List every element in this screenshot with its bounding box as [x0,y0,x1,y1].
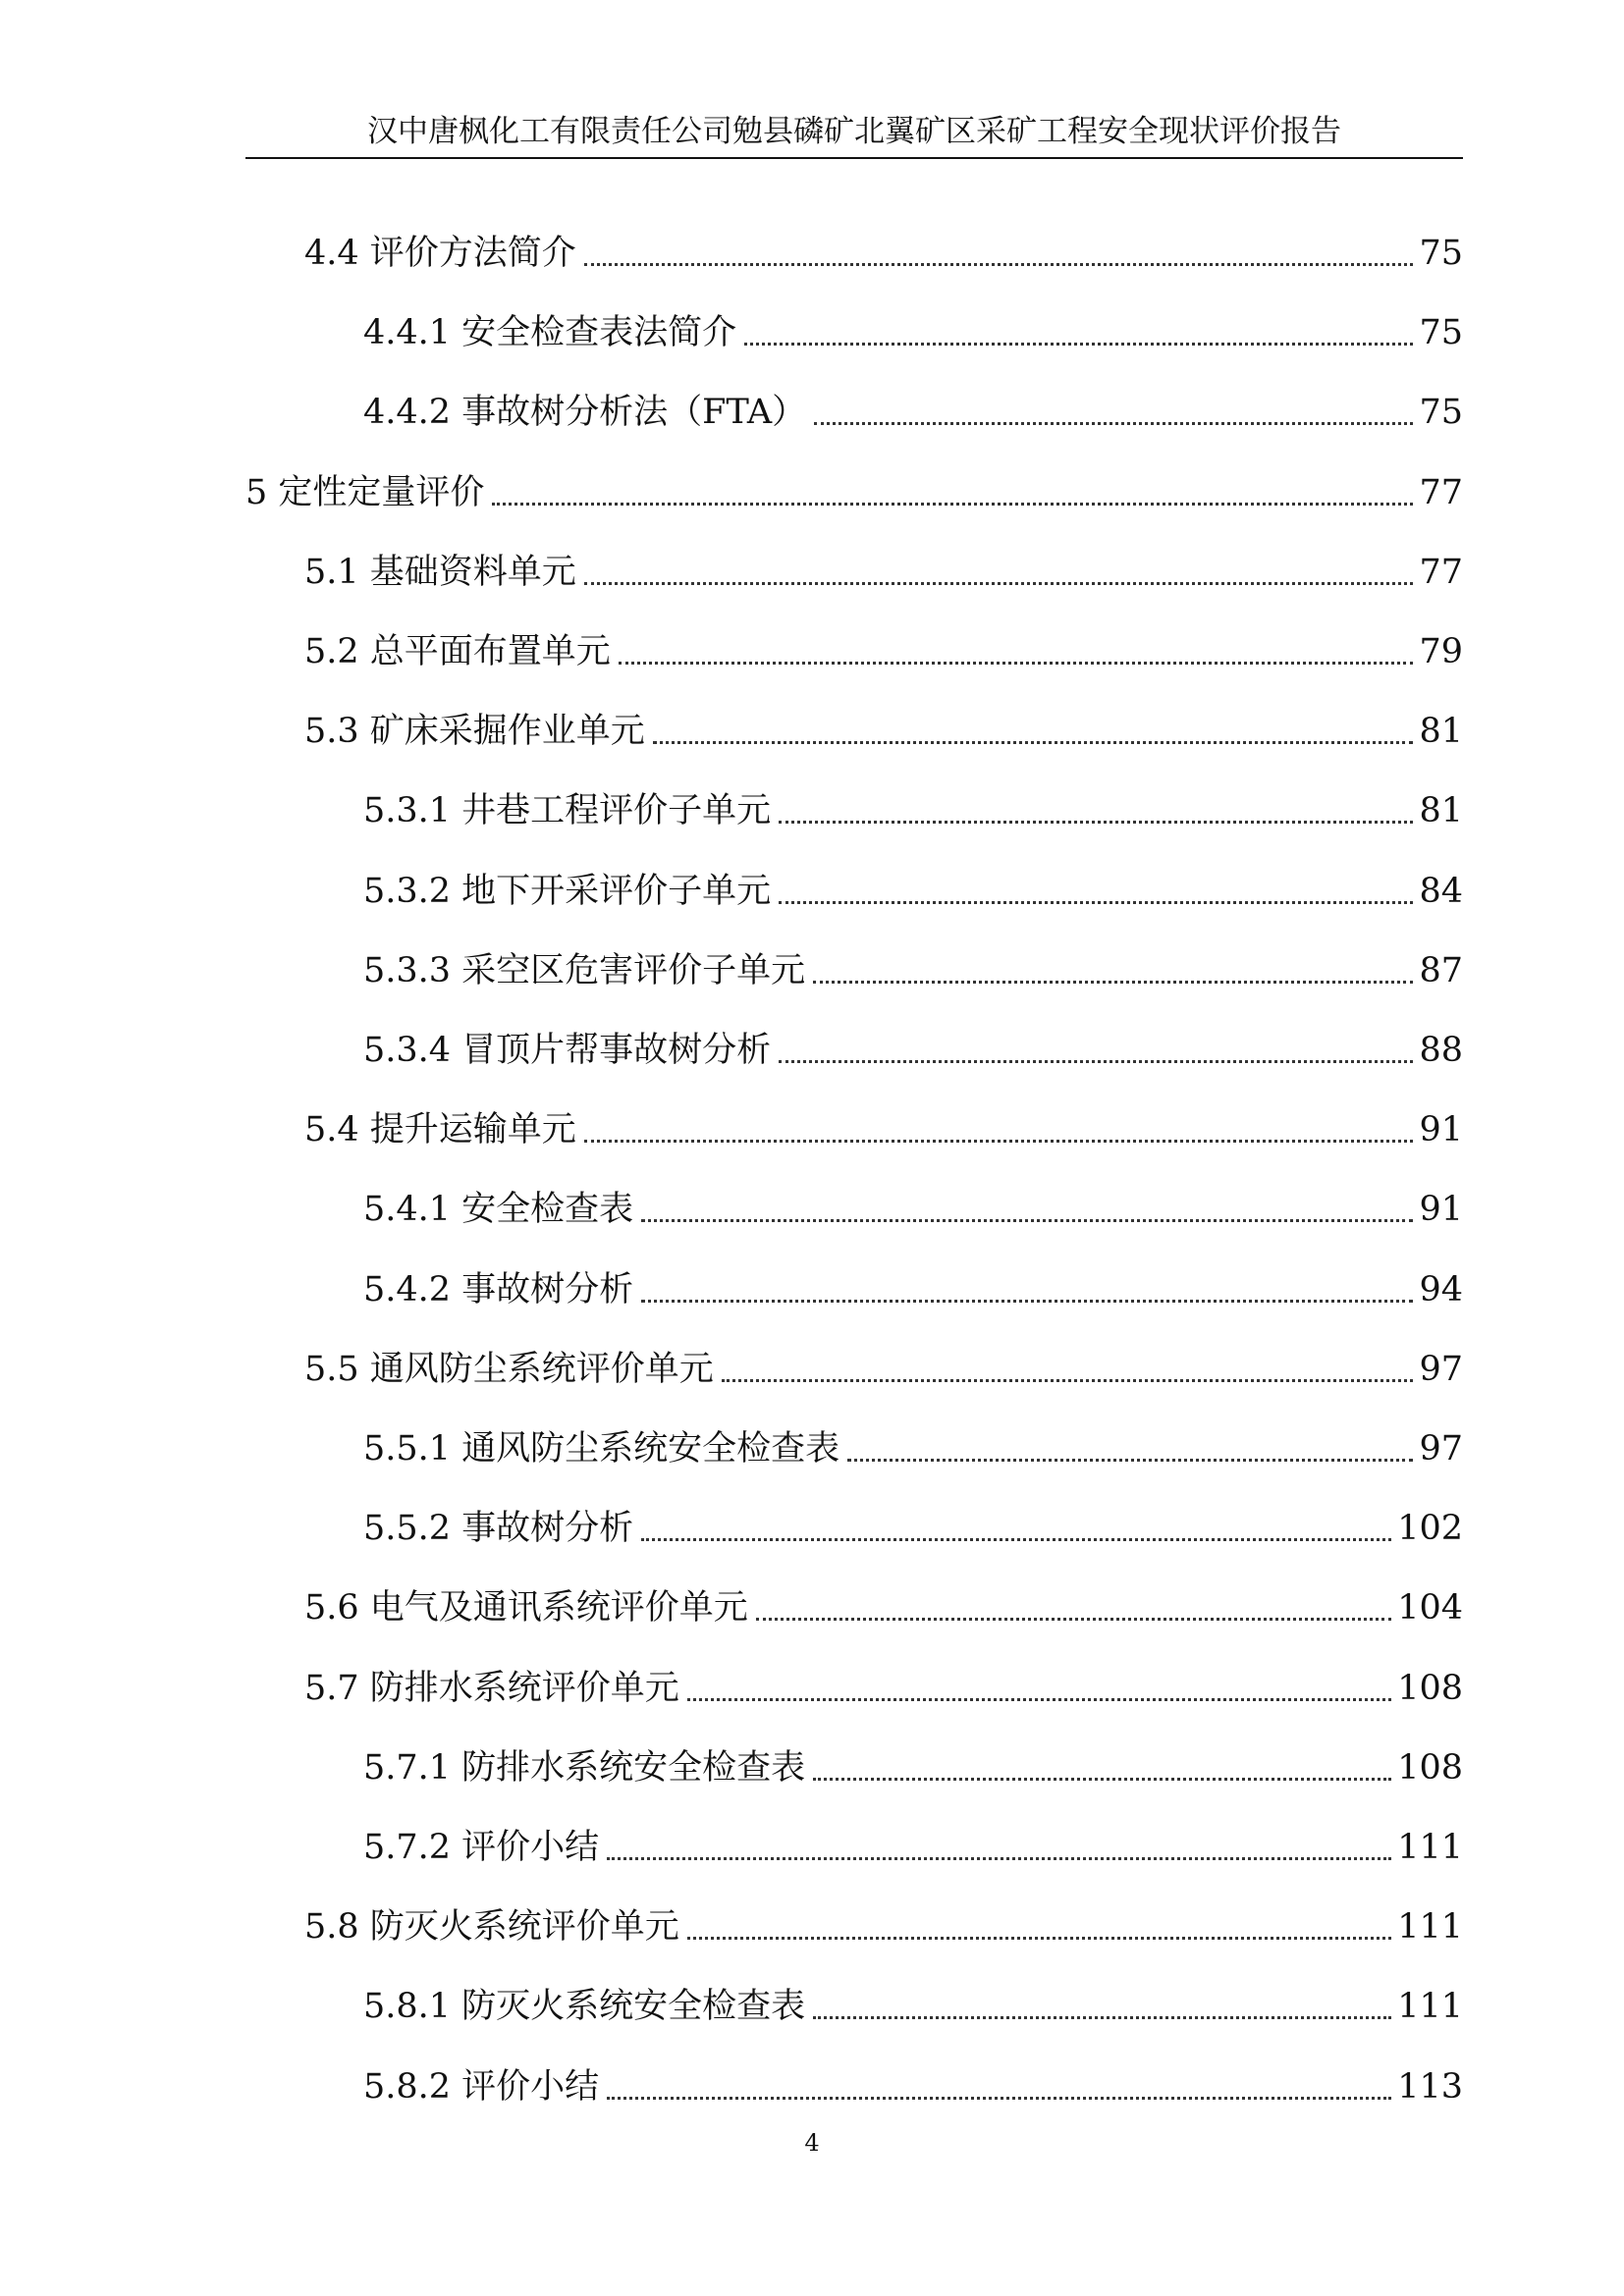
toc-entry[interactable] [363,1023,1463,1072]
toc-dot-leader [607,1857,1391,1860]
toc-entry[interactable] [363,1501,1463,1550]
toc-entry-title: 4.4.1 安全检查表法简介 [363,313,737,353]
toc-entry[interactable] [363,783,1463,832]
toc-entry[interactable] [363,1820,1463,1869]
toc-entry[interactable] [304,624,1463,673]
toc-entry-title: 5.5.2 事故树分析 [363,1509,634,1549]
toc-entry-title: 5.3.4 冒顶片帮事故树分析 [363,1031,772,1070]
toc-entry-page: 75 [1419,393,1463,433]
toc-entry[interactable] [363,1182,1463,1231]
toc-entry-page: 94 [1419,1269,1463,1309]
toc-dot-leader [813,981,1413,984]
toc-dot-leader [584,582,1414,585]
toc-entry-page: 84 [1419,871,1463,911]
toc-entry-page: 104 [1397,1588,1463,1629]
toc-entry[interactable] [304,704,1463,753]
toc-dot-leader [584,1140,1414,1143]
toc-entry[interactable] [363,2059,1463,2109]
toc-dot-leader [687,1937,1391,1940]
toc-entry-title: 4.4.2 事故树分析法（FTA） [363,393,807,433]
toc-entry-title: 5.3.2 地下开采评价子单元 [363,871,772,911]
toc-dot-leader [653,741,1414,744]
toc-entry-title: 5.4.2 事故树分析 [363,1269,634,1309]
toc-dot-leader [641,1219,1413,1222]
toc-entry[interactable] [363,305,1463,354]
page-number: 4 [804,2129,820,2157]
toc-entry-page: 97 [1419,1429,1463,1468]
toc-dot-leader [687,1698,1391,1701]
toc-dot-leader [814,422,1413,425]
toc-entry-title: 5.3 矿床采掘作业单元 [304,712,645,752]
toc-dot-leader [779,901,1413,904]
toc-entry[interactable] [363,385,1463,434]
toc-entry[interactable] [304,226,1463,275]
toc-entry[interactable] [363,864,1463,913]
toc-entry-title: 5.5.1 通风防尘系统安全检查表 [363,1429,840,1468]
toc-entry-title: 5.1 基础资料单元 [304,552,576,592]
toc-dot-leader [641,1538,1391,1541]
toc-dot-leader [779,1060,1413,1063]
toc-entry-title: 5.3.1 井巷工程评价子单元 [363,791,772,831]
toc-entry-page: 91 [1419,1110,1463,1150]
toc-entry-title: 5.8 防灭火系统评价单元 [304,1907,679,1948]
toc-entry[interactable] [304,1342,1463,1391]
toc-entry-page: 75 [1419,313,1463,353]
toc-dot-leader [722,1379,1414,1382]
toc-entry-title: 5.4.1 安全检查表 [363,1190,634,1230]
toc-entry-title: 5 定性定量评价 [245,472,485,512]
toc-entry[interactable] [304,1661,1463,1710]
toc-entry-page: 91 [1419,1190,1463,1230]
toc-entry-page: 108 [1397,1747,1463,1788]
toc-entry[interactable] [363,1262,1463,1311]
toc-entry[interactable] [363,1979,1463,2028]
toc-entry-title: 5.2 总平面布置单元 [304,632,611,671]
toc-dot-leader [813,1778,1391,1781]
toc-entry[interactable] [363,1421,1463,1470]
toc-entry-page: 111 [1397,1987,1463,2027]
toc-entry-title: 5.6 电气及通讯系统评价单元 [304,1588,748,1629]
toc-entry-page: 88 [1419,1031,1463,1070]
toc-dot-leader [607,2097,1391,2100]
toc-entry-page: 108 [1397,1668,1463,1708]
toc-entry-title: 5.8.2 评价小结 [363,2066,600,2107]
toc-entry[interactable] [304,1580,1463,1629]
toc-entry[interactable] [304,545,1463,594]
toc-entry-title: 4.4 评价方法简介 [304,234,576,273]
toc-dot-leader [847,1459,1413,1462]
toc-entry[interactable] [304,1102,1463,1151]
toc-entry-page: 79 [1419,632,1463,671]
toc-entry-page: 77 [1419,472,1463,512]
running-header: 汉中唐枫化工有限责任公司勉县磷矿北翼矿区采矿工程安全现状评价报告 [367,114,1341,149]
toc-dot-leader [584,263,1414,266]
toc-entry[interactable] [363,943,1463,992]
toc-dot-leader [641,1300,1413,1303]
toc-entry-title: 5.7.2 评价小结 [363,1828,600,1867]
toc-entry[interactable] [304,1899,1463,1949]
toc-entry-page: 75 [1419,234,1463,273]
toc-dot-leader [756,1618,1391,1621]
toc-entry-page: 111 [1397,1907,1463,1948]
toc-entry-title: 5.5 通风防尘系统评价单元 [304,1349,714,1389]
toc-entry-title: 5.7.1 防排水系统安全检查表 [363,1747,806,1788]
toc-entry-page: 102 [1397,1509,1463,1549]
toc-entry-title: 5.3.3 采空区危害评价子单元 [363,950,806,990]
toc-entry[interactable] [245,465,1463,514]
toc-entry-page: 111 [1397,1828,1463,1867]
toc-dot-leader [779,821,1413,824]
toc-dot-leader [744,343,1413,346]
toc-dot-leader [813,2016,1391,2019]
toc-entry-title: 5.8.1 防灭火系统安全检查表 [363,1987,806,2027]
toc-entry-page: 81 [1419,712,1463,752]
toc-entry-title: 5.7 防排水系统评价单元 [304,1668,679,1708]
toc-dot-leader [492,503,1413,506]
toc-entry-page: 81 [1419,791,1463,831]
toc-entry-page: 87 [1419,950,1463,990]
toc-entry-page: 97 [1419,1349,1463,1389]
toc-entry-page: 77 [1419,552,1463,592]
toc-entry-title: 5.4 提升运输单元 [304,1110,576,1150]
toc-dot-leader [619,662,1414,665]
toc-entry[interactable] [363,1740,1463,1789]
toc-entry-page: 113 [1397,2066,1463,2107]
